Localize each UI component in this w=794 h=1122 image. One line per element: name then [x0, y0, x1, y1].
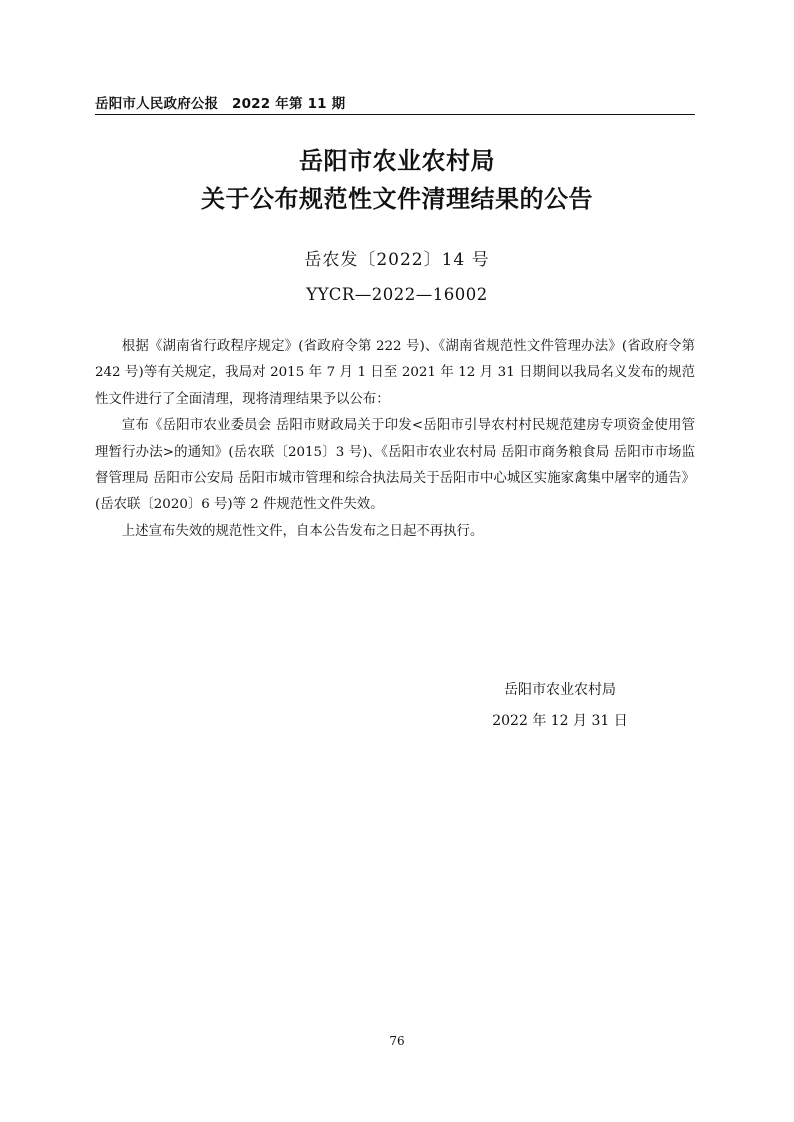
- paragraph-legal-basis: 根据《湖南省行政程序规定》(省政府令第 222 号)、《湖南省规范性文件管理办法》(省政府令第 242 号)等有关规定，我局对 2015 年 7 月 1 日至 2021 年 12 月 31 日期间以我局名义发布的规范性文件进行了全面清理，现将清理结果予以公布：: [95, 339, 695, 407]
- paragraph-effect: 上述宣布失效的规范性文件，自本公告发布之日起不再执行。: [121, 523, 484, 539]
- page-number: 76: [389, 1034, 405, 1048]
- title-line-2: 关于公布规范性文件清理结果的公告: [201, 185, 593, 213]
- header-divider: [95, 114, 695, 115]
- running-header: 岳阳市人民政府公报 2022 年第 11 期: [95, 96, 346, 112]
- signature-date: 2022 年 12 月 31 日: [492, 713, 628, 729]
- document-title: [95, 142, 699, 218]
- registration-code: YYCR—2022—16002: [306, 285, 488, 304]
- body-text: [95, 334, 695, 545]
- paragraph-declaration: 宣布《岳阳市农业委员会 岳阳市财政局关于印发<岳阳市引导农村村民规范建房专项资金使用管理暂行办法>的通知》(岳农联〔2015〕3 号)、《岳阳市农业农村局 岳阳市商务粮食局 岳阳市市场监督管理局 岳阳市公安局 岳阳市城市管理和综合执法局关于岳阳市中心城区实施家禽集中屠宰的通告》(岳农联〔2020〕6 号)等 2 件规范性文件失效。: [95, 418, 695, 513]
- title-line-1: 岳阳市农业农村局: [299, 147, 495, 175]
- document-number: 岳农发〔2022〕14 号: [304, 250, 490, 270]
- signature-organization: 岳阳市农业农村局: [504, 682, 616, 698]
